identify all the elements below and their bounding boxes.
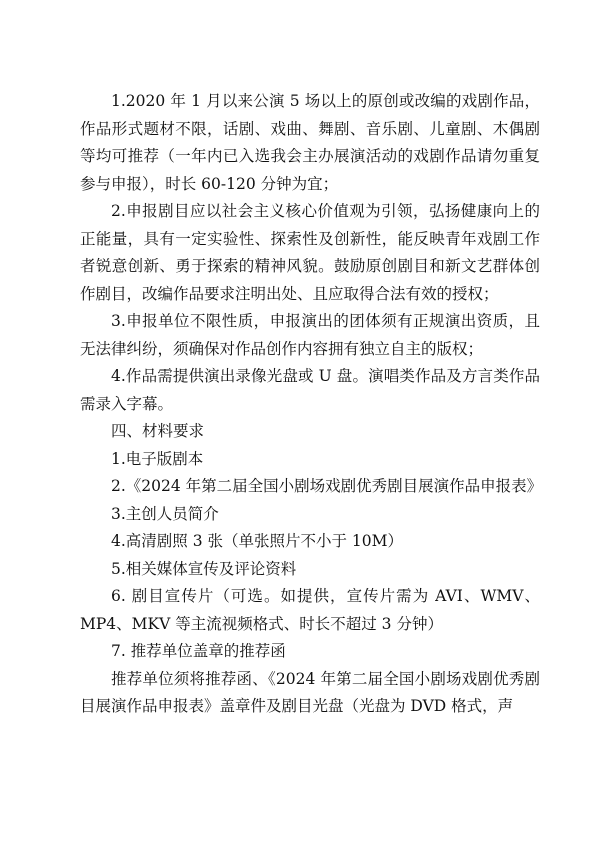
material-item-2: 2.《2024 年第二届全国小剧场戏剧优秀剧目展演作品申报表》 xyxy=(111,477,543,495)
material-item-3: 3.主创人员简介 xyxy=(111,504,219,523)
requirement-paragraph-4: 4.作品需提供演出录像光盘或 U 盘。演唱类作品及方言类作品需录入字幕。 xyxy=(80,367,540,413)
material-item-7: 7. 推荐单位盖章的推荐函 xyxy=(111,642,286,660)
document-body xyxy=(80,88,543,721)
requirement-paragraph-3: 3.申报单位不限性质，申报演出的团体须有正规演出资质，且无法律纠纷，须确保对作品创作内容拥有独立自主的版权； xyxy=(80,312,540,358)
section-heading: 四、材料要求 xyxy=(111,422,205,440)
closing-paragraph: 推荐单位须将推荐函、《2024 年第二届全国小剧场戏剧优秀剧目展演作品申报表》盖章件及剧目光盘（光盘为 DVD 格式，声 xyxy=(80,669,540,715)
requirement-paragraph-1: 1.2020 年 1 月以来公演 5 场以上的原创或改编的戏剧作品，作品形式题材不限，话剧、戏曲、舞剧、音乐剧、儿童剧、木偶剧等均可推荐（一年内已入选我会主办展演活动的戏剧作品请勿重复参与申报），时长 60-120 分钟为宜； xyxy=(80,92,540,193)
material-item-5: 5.相关媒体宣传及评论资料 xyxy=(111,559,297,578)
requirement-paragraph-2: 2.申报剧目应以社会主义核心价值观为引领，弘扬健康向上的正能量，具有一定实验性、探索性及创新性，能反映青年戏剧工作者锐意创新、勇于探索的精神风貌。鼓励原创剧目和新文艺群体创作剧目，改编作品要求注明出处、且应取得合法有效的授权； xyxy=(80,202,540,303)
material-item-1: 1.电子版剧本 xyxy=(111,449,204,468)
material-item-6: 6. 剧目宣传片（可选。如提供，宣传片需为 AVI、WMV、MP4、MKV 等主流视频格式、时长不超过 3 分钟） xyxy=(80,587,540,633)
material-item-4: 4.高清剧照 3 张（单张照片不小于 10M） xyxy=(111,532,404,550)
